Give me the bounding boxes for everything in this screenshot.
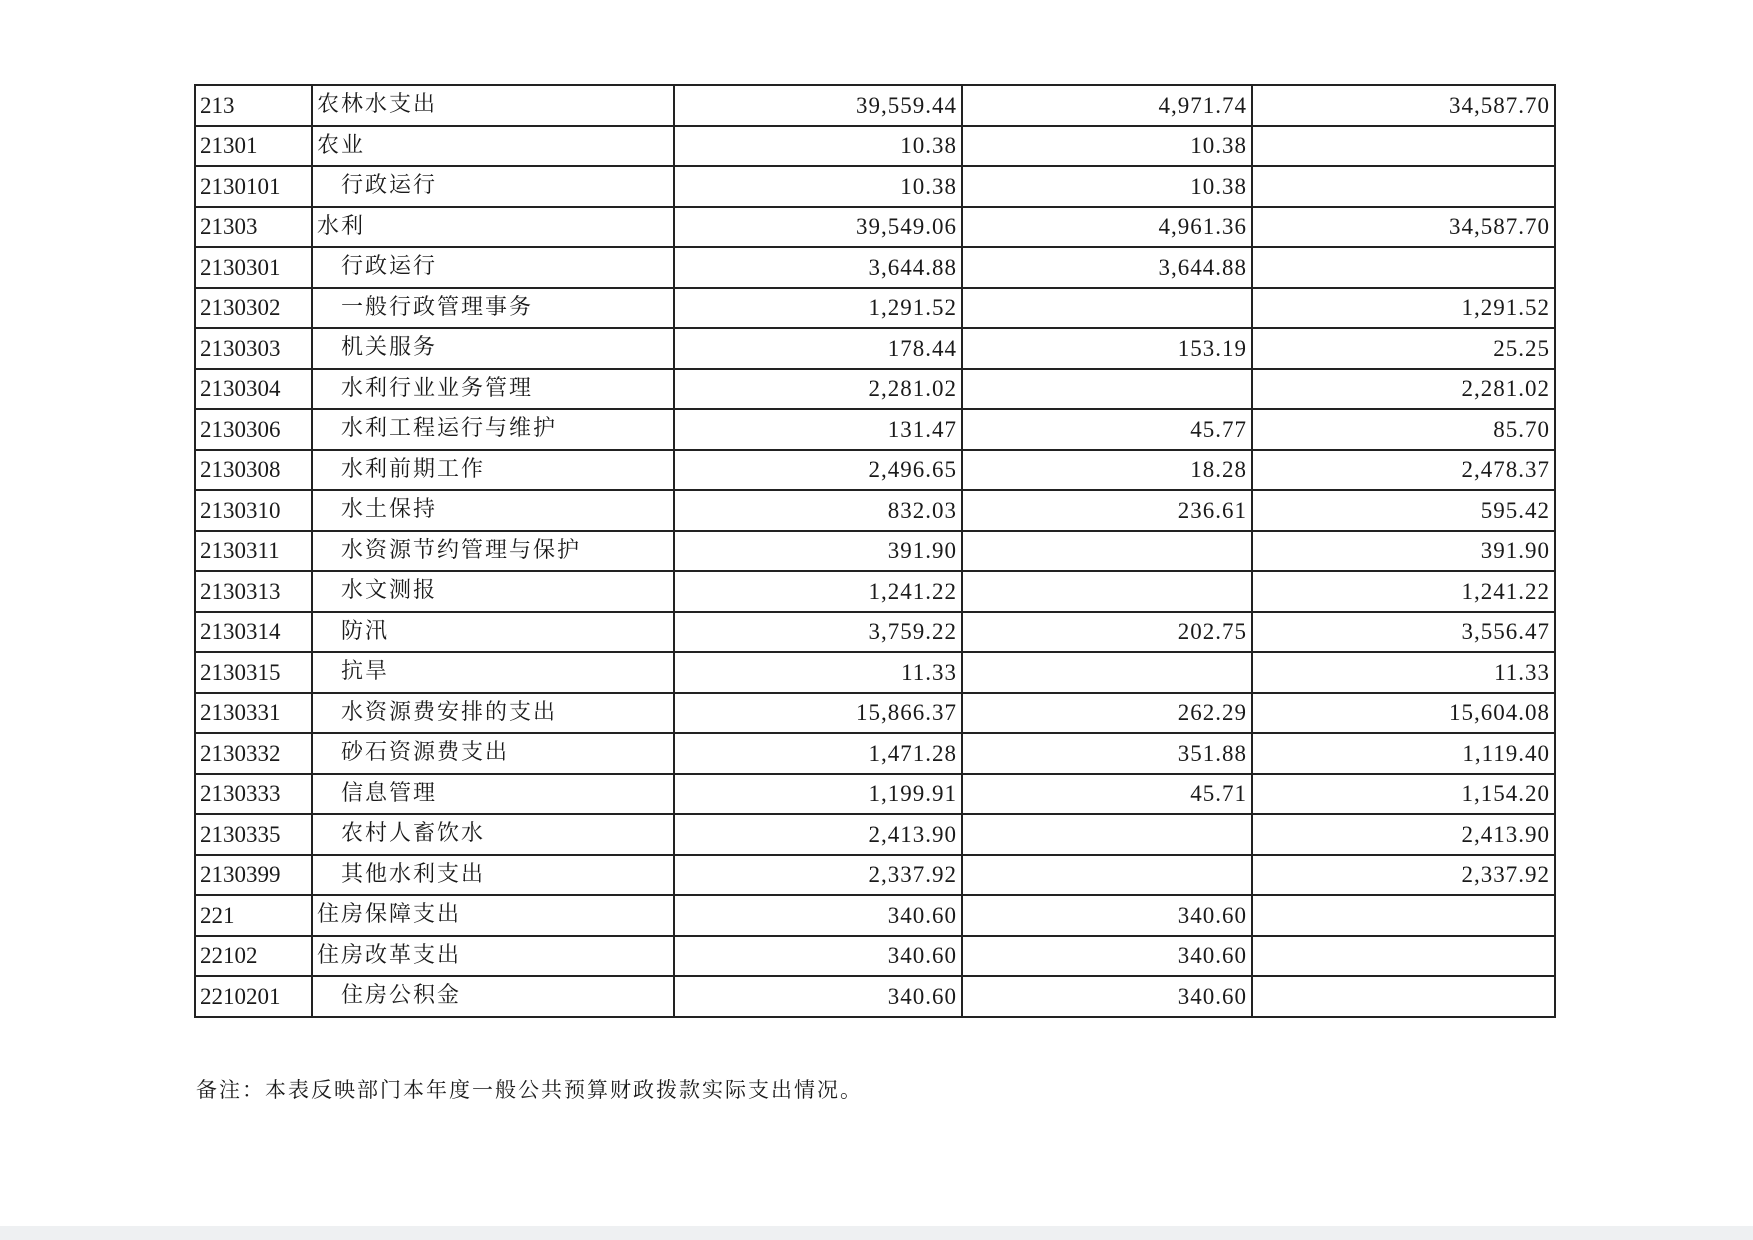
table-row	[195, 450, 1555, 491]
total-cell: 391.90	[674, 531, 962, 572]
table-row	[195, 247, 1555, 288]
total-cell: 11.33	[674, 652, 962, 693]
subject-code-cell: 2130304	[195, 369, 312, 410]
subject-code-cell: 2130332	[195, 733, 312, 774]
subject-code-cell: 22102	[195, 936, 312, 977]
total-cell: 2,281.02	[674, 369, 962, 410]
table-row	[195, 85, 1555, 126]
total-cell: 131.47	[674, 409, 962, 450]
total-cell: 2,496.65	[674, 450, 962, 491]
total-cell: 39,559.44	[674, 85, 962, 126]
project-expenditure-cell: 595.42	[1252, 490, 1555, 531]
basic-expenditure-cell: 4,961.36	[962, 207, 1252, 248]
total-cell: 15,866.37	[674, 693, 962, 734]
table-row	[195, 895, 1555, 936]
project-expenditure-cell	[1252, 936, 1555, 977]
basic-expenditure-cell	[962, 571, 1252, 612]
table-row	[195, 814, 1555, 855]
subject-name-cell: 防汛	[312, 612, 674, 653]
subject-code-cell: 2130314	[195, 612, 312, 653]
project-expenditure-cell: 15,604.08	[1252, 693, 1555, 734]
scan-edge	[0, 1226, 1753, 1240]
subject-name-cell: 水土保持	[312, 490, 674, 531]
subject-code-cell: 2130303	[195, 328, 312, 369]
subject-code-cell: 2130308	[195, 450, 312, 491]
basic-expenditure-cell: 153.19	[962, 328, 1252, 369]
subject-code-cell: 2130302	[195, 288, 312, 329]
subject-name-cell: 水资源节约管理与保护	[312, 531, 674, 572]
table-body	[195, 85, 1555, 1017]
project-expenditure-cell: 2,281.02	[1252, 369, 1555, 410]
table-row	[195, 328, 1555, 369]
project-expenditure-cell	[1252, 166, 1555, 207]
subject-name-cell: 水利	[312, 207, 674, 248]
subject-code-cell: 2130301	[195, 247, 312, 288]
subject-name-cell: 信息管理	[312, 774, 674, 815]
expenditure-table	[194, 84, 1556, 1018]
table-row	[195, 774, 1555, 815]
table-row	[195, 733, 1555, 774]
table-row	[195, 490, 1555, 531]
subject-name-cell: 住房保障支出	[312, 895, 674, 936]
table-row	[195, 571, 1555, 612]
subject-code-cell: 2130101	[195, 166, 312, 207]
table-row	[195, 288, 1555, 329]
subject-name-cell: 行政运行	[312, 247, 674, 288]
table-row	[195, 409, 1555, 450]
total-cell: 340.60	[674, 895, 962, 936]
project-expenditure-cell: 25.25	[1252, 328, 1555, 369]
project-expenditure-cell: 2,413.90	[1252, 814, 1555, 855]
total-cell: 340.60	[674, 936, 962, 977]
basic-expenditure-cell: 18.28	[962, 450, 1252, 491]
table-row	[195, 855, 1555, 896]
total-cell: 39,549.06	[674, 207, 962, 248]
table-row	[195, 976, 1555, 1017]
subject-code-cell: 2130331	[195, 693, 312, 734]
basic-expenditure-cell	[962, 855, 1252, 896]
subject-name-cell: 行政运行	[312, 166, 674, 207]
total-cell: 3,759.22	[674, 612, 962, 653]
total-cell: 2,337.92	[674, 855, 962, 896]
project-expenditure-cell: 1,241.22	[1252, 571, 1555, 612]
basic-expenditure-cell: 340.60	[962, 976, 1252, 1017]
basic-expenditure-cell: 202.75	[962, 612, 1252, 653]
subject-name-cell: 其他水利支出	[312, 855, 674, 896]
project-expenditure-cell: 1,154.20	[1252, 774, 1555, 815]
basic-expenditure-cell	[962, 652, 1252, 693]
project-expenditure-cell	[1252, 247, 1555, 288]
subject-name-cell: 住房改革支出	[312, 936, 674, 977]
project-expenditure-cell	[1252, 895, 1555, 936]
basic-expenditure-cell	[962, 814, 1252, 855]
subject-code-cell: 2130315	[195, 652, 312, 693]
table-row	[195, 369, 1555, 410]
total-cell: 340.60	[674, 976, 962, 1017]
project-expenditure-cell: 2,478.37	[1252, 450, 1555, 491]
subject-name-cell: 住房公积金	[312, 976, 674, 1017]
total-cell: 832.03	[674, 490, 962, 531]
table-row	[195, 652, 1555, 693]
total-cell: 3,644.88	[674, 247, 962, 288]
table-row	[195, 936, 1555, 977]
project-expenditure-cell: 11.33	[1252, 652, 1555, 693]
basic-expenditure-cell: 340.60	[962, 895, 1252, 936]
table-row	[195, 531, 1555, 572]
subject-code-cell: 2130335	[195, 814, 312, 855]
project-expenditure-cell	[1252, 976, 1555, 1017]
table-row	[195, 207, 1555, 248]
table-footnote: 备注：本表反映部门本年度一般公共预算财政拨款实际支出情况。	[196, 1078, 863, 1102]
basic-expenditure-cell: 351.88	[962, 733, 1252, 774]
total-cell: 1,291.52	[674, 288, 962, 329]
basic-expenditure-cell: 236.61	[962, 490, 1252, 531]
basic-expenditure-cell: 10.38	[962, 166, 1252, 207]
basic-expenditure-cell: 45.77	[962, 409, 1252, 450]
total-cell: 10.38	[674, 166, 962, 207]
subject-code-cell: 2130313	[195, 571, 312, 612]
basic-expenditure-cell	[962, 288, 1252, 329]
subject-name-cell: 一般行政管理事务	[312, 288, 674, 329]
subject-code-cell: 2210201	[195, 976, 312, 1017]
total-cell: 10.38	[674, 126, 962, 167]
project-expenditure-cell: 3,556.47	[1252, 612, 1555, 653]
subject-name-cell: 农业	[312, 126, 674, 167]
basic-expenditure-cell	[962, 369, 1252, 410]
project-expenditure-cell: 1,119.40	[1252, 733, 1555, 774]
table-row	[195, 693, 1555, 734]
subject-code-cell: 21301	[195, 126, 312, 167]
project-expenditure-cell: 34,587.70	[1252, 85, 1555, 126]
subject-name-cell: 农村人畜饮水	[312, 814, 674, 855]
basic-expenditure-cell: 3,644.88	[962, 247, 1252, 288]
subject-code-cell: 2130306	[195, 409, 312, 450]
subject-name-cell: 水利前期工作	[312, 450, 674, 491]
project-expenditure-cell: 85.70	[1252, 409, 1555, 450]
subject-code-cell: 221	[195, 895, 312, 936]
basic-expenditure-cell: 262.29	[962, 693, 1252, 734]
basic-expenditure-cell: 340.60	[962, 936, 1252, 977]
subject-name-cell: 机关服务	[312, 328, 674, 369]
subject-name-cell: 水利工程运行与维护	[312, 409, 674, 450]
subject-code-cell: 2130311	[195, 531, 312, 572]
table-row	[195, 612, 1555, 653]
subject-code-cell: 213	[195, 85, 312, 126]
total-cell: 1,471.28	[674, 733, 962, 774]
subject-name-cell: 抗旱	[312, 652, 674, 693]
basic-expenditure-cell	[962, 531, 1252, 572]
basic-expenditure-cell: 4,971.74	[962, 85, 1252, 126]
project-expenditure-cell: 34,587.70	[1252, 207, 1555, 248]
table-row	[195, 126, 1555, 167]
subject-name-cell: 水利行业业务管理	[312, 369, 674, 410]
project-expenditure-cell: 391.90	[1252, 531, 1555, 572]
subject-code-cell: 2130333	[195, 774, 312, 815]
subject-name-cell: 水文测报	[312, 571, 674, 612]
total-cell: 178.44	[674, 328, 962, 369]
table-row	[195, 166, 1555, 207]
project-expenditure-cell: 1,291.52	[1252, 288, 1555, 329]
total-cell: 2,413.90	[674, 814, 962, 855]
subject-code-cell: 2130399	[195, 855, 312, 896]
project-expenditure-cell: 2,337.92	[1252, 855, 1555, 896]
subject-code-cell: 21303	[195, 207, 312, 248]
subject-name-cell: 砂石资源费支出	[312, 733, 674, 774]
subject-name-cell: 农林水支出	[312, 85, 674, 126]
total-cell: 1,241.22	[674, 571, 962, 612]
subject-name-cell: 水资源费安排的支出	[312, 693, 674, 734]
basic-expenditure-cell: 10.38	[962, 126, 1252, 167]
project-expenditure-cell	[1252, 126, 1555, 167]
total-cell: 1,199.91	[674, 774, 962, 815]
subject-code-cell: 2130310	[195, 490, 312, 531]
basic-expenditure-cell: 45.71	[962, 774, 1252, 815]
